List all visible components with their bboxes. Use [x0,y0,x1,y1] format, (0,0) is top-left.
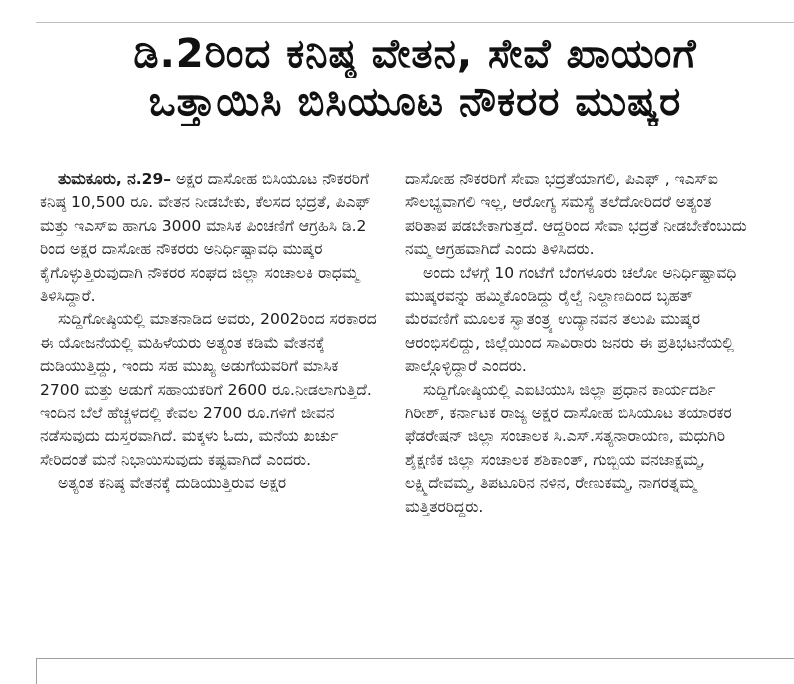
paragraph: ಸುದ್ದಿಗೋಷ್ಠಿಯಲ್ಲಿ ಎಐಟಿಯುಸಿ ಜಿಲ್ಲಾ ಪ್ರಧಾನ ಕಾರ್ಯದರ್ಶಿ ಗಿರೀಶ್, ಕರ್ನಾಟಕ ರಾಜ್ಯ ಅಕ್ಷರ ದಾಸೋಹ ಬಿಸಿಯೂಟ ತಯಾರಕರ ಫೆಡರೇಷನ್ ಜಿಲ್ಲಾ ಸಂಚಾಲಕ ಸಿ.ಎಸ್.ಸತ್ಯನಾರಾಯಣ, ಮಧುಗಿರಿ ಶೈಕ್ಷಣಿಕ ಜಿಲ್ಲಾ ಸಂಚಾಲಕ ಶಶಿಕಾಂತ್, ಗುಬ್ಬಿಯ ವನಜಾಕ್ಷಮ್ಮ, ಲಕ್ಷ್ಮಿದೇವಮ್ಮ, ತಿಪಟೂರಿನ ನಳಿನ, ರೇಣುಕಮ್ಮ, ನಾಗರತ್ನಮ್ಮ ಮತ್ತಿತರರಿದ್ದರು. [405,380,732,516]
headline-line-2: ಒತ್ತಾಯಿಸಿ ಬಿಸಿಯೂಟ ನೌಕರರ ಮುಷ್ಕರ [148,79,682,125]
headline-line-1: ಡಿ.2ರಿಂದ ಕನಿಷ್ಠ ವೇತನ, ಸೇವೆ ಖಾಯಂಗೆ [133,31,697,77]
article-column-left [40,168,382,496]
paragraph: ಅಂದು ಬೆಳಗ್ಗೆ 10 ಗಂಟೆಗೆ ಬೆಂಗಳೂರು ಚಲೋ ಅನಿರ್ಧಿಷ್ಟಾವಧಿ ಮುಷ್ಕರವನ್ನು ಹಮ್ಮಿಕೊಂಡಿದ್ದು ರೈಲ್ವೆ ನಿಲ್ದಾಣದಿಂದ ಬೃಹತ್ ಮೆರವಣಿಗೆ ಮೂಲಕ ಸ್ವಾತಂತ್ರ್ಯ ಉದ್ಯಾನವನ ತಲುಪಿ ಮುಷ್ಕರ ಆರಂಭಿಸಲಿದ್ದು, ಜಿಲ್ಲೆಯಿಂದ ಸಾವಿರಾರು ಜನರು ಈ ಪ್ರತಿಭಟನೆಯಲ್ಲಿ ಪಾಲ್ಗೊಳ್ಳಿದ್ದಾರೆ ಎಂದರು. [405,263,737,376]
article-column-right [405,168,747,519]
article-headline [36,30,794,126]
paragraph-text: ಅಕ್ಷರ ದಾಸೋಹ ಬಿಸಿಯೂಟ ನೌಕರರಿಗೆ ಕನಿಷ್ಠ 10,500 ರೂ. ವೇತನ ನೀಡಬೇಕು, ಕೆಲಸದ ಭದ್ರತೆ, ಪಿಎಫ್ ಮತ್ತು ಇಎಸ್ಐ ಹಾಗೂ 3000 ಮಾಸಿಕ ಪಿಂಚಣಿಗೆ ಆಗ್ರಹಿಸಿ ಡಿ.2 ರಿಂದ ಅಕ್ಷರ ದಾಸೋಹ ನೌಕರರು ಅನಿರ್ಧಿಷ್ಟಾವಧಿ ಮುಷ್ಕರ ಕೈಗೊಳ್ಳುತ್ತಿರುವುದಾಗಿ ನೌಕರರ ಸಂಘದ ಜಿಲ್ಲಾ ಸಂಚಾಲಕಿ ರಾಧಮ್ಮ ತಿಳಿಸಿದ್ದಾರೆ. [40,170,371,306]
next-article-frame [36,658,794,684]
paragraph [40,168,382,308]
top-divider [36,22,794,23]
paragraph: ಅತ್ಯಂತ ಕನಿಷ್ಠ ವೇತನಕ್ಕೆ ದುಡಿಯುತ್ತಿರುವ ಅಕ್ಷರ [58,474,287,493]
dateline: ತುಮಕೂರು, ನ.29– [58,170,171,188]
paragraph: ಸುದ್ದಿಗೋಷ್ಠಿಯಲ್ಲಿ ಮಾತನಾಡಿದ ಅವರು, 2002ರಿಂದ ಸರಕಾರದ ಈ ಯೋಜನೆಯಲ್ಲಿ ಮಹಿಳೆಯರು ಅತ್ಯಂತ ಕಡಿಮೆ ವೇತನಕ್ಕೆ ದುಡಿಯುತ್ತಿದ್ದು, ಇಂದು ಸಹ ಮುಖ್ಯ ಅಡುಗೆಯವರಿಗೆ ಮಾಸಿಕ 2700 ಮತ್ತು ಅಡುಗೆ ಸಹಾಯಕರಿಗೆ 2600 ರೂ.ನೀಡಲಾಗುತ್ತಿದೆ. ಇಂದಿನ ಬೆಲೆ ಹೆಚ್ಚಳದಲ್ಲಿ ಕೇವಲ 2700 ರೂ.ಗಳಿಗೆ ಜೀವನ ನಡೆಸುವುದು ದುಸ್ತರವಾಗಿದೆ. ಮಕ್ಕಳು ಓದು, ಮನೆಯ ಖರ್ಚು ಸೇರಿದಂತೆ ಮನೆ ನಿಭಾಯಿಸುವುದು ಕಷ್ಟವಾಗಿದೆ ಎಂದರು. [40,310,377,469]
paragraph: ದಾಸೋಹ ನೌಕರರಿಗೆ ಸೇವಾ ಭದ್ರತೆಯಾಗಲಿ, ಪಿಎಫ್ , ಇಎಸ್ಐ ಸೌಲಭ್ಯವಾಗಲಿ ಇಲ್ಲ, ಆರೋಗ್ಯ ಸಮಸ್ಯೆ ತಲೆದೋರಿದರೆ ಅತ್ಯಂತ ಪರಿತಾಪ ಪಡಬೇಕಾಗುತ್ತದೆ. ಆದ್ದರಿಂದ ಸೇವಾ ಭದ್ರತೆ ನೀಡಬೇಕೆಂಬುದು ನಮ್ಮ ಆಗ್ರಹವಾಗಿದೆ ಎಂದು ತಿಳಿಸಿದರು. [405,170,747,259]
